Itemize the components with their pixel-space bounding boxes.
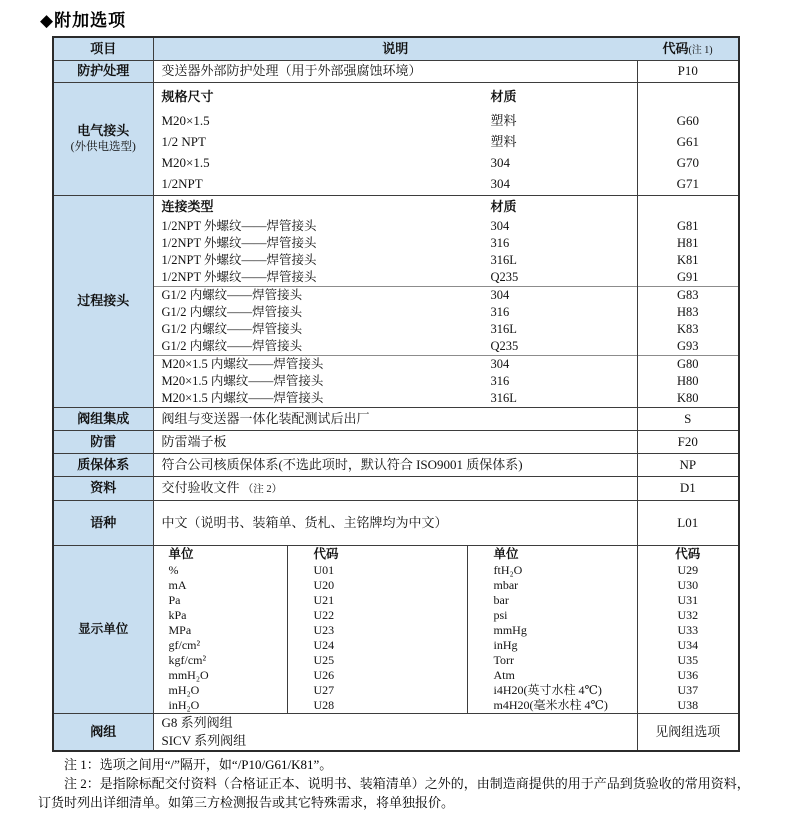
unit-code: U01 (287, 563, 467, 578)
row-language (53, 501, 739, 546)
material-value: Q235 (490, 338, 519, 353)
unit-value: mA (153, 578, 287, 593)
material-col-header: 材质 (490, 198, 517, 214)
option-code: K83 (637, 321, 739, 338)
unit-value: psi (493, 608, 508, 622)
diamond-icon: ◆ (40, 11, 55, 30)
spec-value: M20×1.5 (161, 113, 210, 129)
spec-value: 1/2 NPT (161, 134, 206, 150)
unit-code: U38 (637, 698, 739, 714)
unit-value: ftH₂O (493, 563, 523, 577)
option-code: G71 (637, 174, 739, 196)
unit-code: U33 (637, 623, 739, 638)
item-label-electrical (53, 83, 153, 196)
unit-value: mmH₂O (153, 668, 287, 683)
unit-code: U21 (287, 593, 467, 608)
process-row (53, 356, 739, 374)
option-code: G93 (637, 338, 739, 356)
option-code: G70 (637, 153, 739, 174)
unit-code: U29 (637, 563, 739, 578)
display-units-row (53, 653, 739, 668)
option-code: G81 (637, 218, 739, 235)
note-1: 注 1：选项之间用“/”隔开，如“/P10/G61/K81”。 (64, 757, 333, 772)
empty-code-cell (637, 83, 739, 112)
lightning-desc: 防雷端子板 (153, 431, 637, 454)
process-row (53, 287, 739, 305)
material-col-header: 材质 (490, 88, 517, 104)
unit-value: % (153, 563, 287, 578)
option-code: H80 (637, 373, 739, 390)
unit-code: U35 (637, 653, 739, 668)
item-label-display-units: 显示单位 (53, 546, 153, 714)
unit-code: U22 (287, 608, 467, 623)
material-value: 塑料 (490, 113, 517, 129)
row-valve-group-2 (53, 732, 739, 751)
process-row (53, 390, 739, 408)
unit-col1-header: 单位 (153, 546, 287, 564)
code-col2-header: 代码 (637, 546, 739, 564)
item-label: 阀组集成 (53, 408, 153, 431)
process-row (53, 218, 739, 235)
option-code: S (637, 408, 739, 431)
connection-type-value: 1/2NPT 外螺纹——焊管接头 (161, 235, 317, 250)
option-code: D1 (637, 477, 739, 501)
connection-type-value: G1/2 内螺纹——焊管接头 (161, 304, 303, 319)
note-2: 注 2：是指除标配交付资料（合格证正本、说明书、装箱清单）之外的，由制造商提供的用于产品到货验收的常用资料，订货时列出详细清单。如第三方检测报告或其它特殊需求，将单独报价。 (38, 775, 750, 810)
unit-code: U25 (287, 653, 467, 668)
page-title-text: 附加选项 (54, 11, 127, 30)
unit-value: gf/cm² (153, 638, 287, 653)
unit-code: U32 (637, 608, 739, 623)
connection-type-value: M20×1.5 内螺纹——焊管接头 (161, 390, 324, 405)
material-value: 316L (490, 252, 517, 267)
material-value: 304 (490, 155, 511, 171)
process-row (53, 304, 739, 321)
unit-code: U34 (637, 638, 739, 653)
display-units-row (53, 563, 739, 578)
material-value: 304 (490, 287, 510, 302)
spec-value: M20×1.5 (161, 155, 210, 171)
unit-code: U28 (287, 698, 467, 714)
display-units-row (53, 593, 739, 608)
spec-col-header: 规格尺寸 (161, 88, 214, 104)
unit-col2-header: 单位 (467, 546, 637, 564)
unit-value: kPa (153, 608, 287, 623)
process-row (53, 373, 739, 390)
process-row (53, 338, 739, 356)
table-header-row (53, 37, 739, 61)
option-code: H83 (637, 304, 739, 321)
display-units-row (53, 623, 739, 638)
valve-line-1: G8 系列阀组 (153, 714, 637, 733)
material-value: 316 (490, 373, 510, 388)
row-electrical-header (53, 83, 739, 112)
unit-code: U23 (287, 623, 467, 638)
option-code: G91 (637, 269, 739, 287)
unit-value: mbar (493, 578, 519, 592)
item-label: 资料 (53, 477, 153, 501)
code-header-note: (注 1) (688, 44, 713, 56)
row-process-header (53, 196, 739, 219)
connection-type-value: M20×1.5 内螺纹——焊管接头 (161, 373, 324, 388)
protection-desc: 变送器外部防护处理（用于外部强腐蚀环境） (153, 61, 637, 83)
option-code: G60 (637, 111, 739, 132)
display-units-row (53, 638, 739, 653)
valve-line-2: SICV 系列阀组 (161, 732, 247, 748)
unit-code: U31 (637, 593, 739, 608)
material-value: 316 (490, 235, 510, 250)
unit-value: inH₂O (153, 698, 287, 714)
row-protection (53, 61, 739, 83)
item-label-valve: 阀组 (53, 714, 153, 752)
option-code: F20 (637, 431, 739, 454)
qa-desc: 符合公司核质保体系(不选此项时，默认符合 ISO9001 质保体系) (153, 454, 637, 477)
electrical-row (53, 174, 739, 196)
row-valve-group (53, 714, 739, 733)
connection-type-col-header: 连接类型 (161, 198, 214, 214)
connection-type-value: 1/2NPT 外螺纹——焊管接头 (161, 218, 317, 233)
unit-value: m4H20(毫米水柱 4℃) (493, 698, 608, 712)
unit-value: Atm (493, 668, 515, 682)
connection-type-value: G1/2 内螺纹——焊管接头 (161, 287, 303, 302)
unit-value: i4H20(英寸水柱 4℃) (493, 683, 602, 697)
empty-code-cell (637, 196, 739, 219)
electrical-item-subtext: (外供电选型) (70, 141, 136, 154)
option-code: G83 (637, 287, 739, 305)
language-desc: 中文（说明书、装箱单、货札、主铭牌均为中文） (153, 501, 637, 546)
connection-type-value: 1/2NPT 外螺纹——焊管接头 (161, 252, 317, 267)
unit-code: U27 (287, 683, 467, 698)
display-units-row (53, 608, 739, 623)
display-units-row (53, 683, 739, 698)
process-row (53, 252, 739, 269)
unit-value: mmHg (493, 623, 527, 637)
unit-code: U20 (287, 578, 467, 593)
item-label: 质保体系 (53, 454, 153, 477)
material-value: 304 (490, 176, 511, 192)
footnotes (38, 756, 752, 813)
option-code: L01 (637, 501, 739, 546)
unit-code: U26 (287, 668, 467, 683)
unit-value: mH₂O (153, 683, 287, 698)
options-table (52, 36, 740, 752)
unit-code: U36 (637, 668, 739, 683)
option-code: P10 (637, 61, 739, 83)
option-code: G61 (637, 132, 739, 153)
material-value: 316 (490, 304, 510, 319)
option-code: K80 (637, 390, 739, 408)
row-qa (53, 454, 739, 477)
item-label-process: 过程接头 (53, 196, 153, 408)
display-units-row (53, 578, 739, 593)
option-code: H81 (637, 235, 739, 252)
unit-value: kgf/cm² (153, 653, 287, 668)
electrical-row (53, 132, 739, 153)
col-desc-header: 说明 (153, 37, 637, 61)
material-value: 316L (490, 321, 517, 336)
material-value: Q235 (490, 269, 519, 284)
option-code: K81 (637, 252, 739, 269)
display-units-row (53, 698, 739, 714)
electrical-row (53, 111, 739, 132)
process-row (53, 235, 739, 252)
unit-value: Pa (153, 593, 287, 608)
connection-type-value: 1/2NPT 外螺纹——焊管接头 (161, 269, 317, 284)
col-code-header (637, 37, 739, 61)
material-value: 304 (490, 218, 510, 233)
documents-desc-note: （注 2） (242, 484, 283, 496)
electrical-row (53, 153, 739, 174)
display-units-row (53, 668, 739, 683)
page (0, 6, 790, 810)
row-lightning (53, 431, 739, 454)
page-title (40, 6, 790, 31)
option-code: NP (637, 454, 739, 477)
code-col1-header: 代码 (287, 546, 467, 564)
row-display-units-header (53, 546, 739, 564)
code-header-text: 代码 (662, 40, 689, 56)
material-value: 304 (490, 356, 510, 371)
material-value: 塑料 (490, 134, 517, 150)
electrical-item-text: 电气接头 (77, 123, 130, 139)
material-value: 316L (490, 390, 517, 405)
unit-value: MPa (153, 623, 287, 638)
unit-value: bar (493, 593, 509, 607)
unit-value: inHg (493, 638, 518, 652)
spec-value: 1/2NPT (161, 176, 203, 192)
item-label: 防护处理 (53, 61, 153, 83)
option-code: G80 (637, 356, 739, 374)
unit-code: U37 (637, 683, 739, 698)
unit-code: U24 (287, 638, 467, 653)
item-label: 语种 (53, 501, 153, 546)
documents-desc: 交付验收文件 (161, 480, 240, 496)
row-documents (53, 477, 739, 501)
connection-type-value: G1/2 内螺纹——焊管接头 (161, 321, 303, 336)
unit-value: Torr (493, 653, 514, 667)
valve-integration-desc: 阀组与变送器一体化装配测试后出厂 (153, 408, 637, 431)
row-valve-integration (53, 408, 739, 431)
connection-type-value: G1/2 内螺纹——焊管接头 (161, 338, 303, 353)
item-label: 防雷 (53, 431, 153, 454)
process-row (53, 269, 739, 287)
col-item-header: 项目 (53, 37, 153, 61)
process-row (53, 321, 739, 338)
valve-code: 见阀组选项 (637, 714, 739, 752)
connection-type-value: M20×1.5 内螺纹——焊管接头 (161, 356, 324, 371)
unit-code: U30 (637, 578, 739, 593)
